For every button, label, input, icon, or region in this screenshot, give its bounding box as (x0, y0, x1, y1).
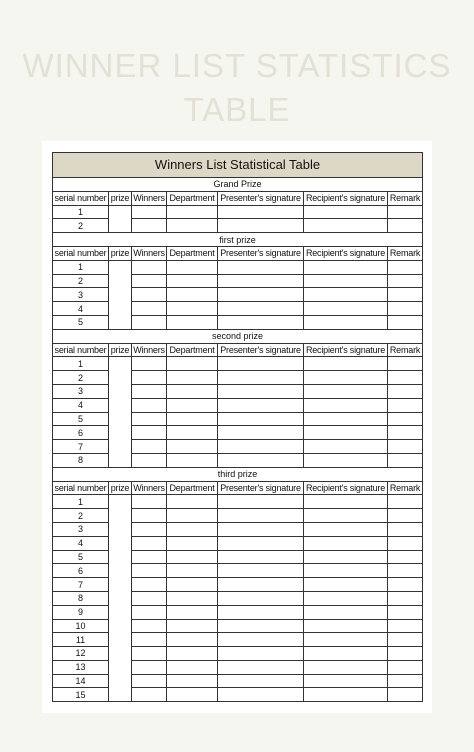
table-row (53, 605, 423, 619)
table-body (53, 153, 423, 702)
presenter-signature-cell[interactable] (218, 674, 304, 688)
presenter-signature-cell[interactable] (218, 426, 304, 440)
table-row (53, 550, 423, 564)
table-row (53, 302, 423, 316)
column-header-serial-number: serial number (53, 481, 109, 495)
serial-number-cell[interactable]: 6 (53, 564, 109, 578)
table-row (53, 205, 423, 219)
presenter-signature-cell[interactable] (218, 564, 304, 578)
column-header-department: Department (167, 343, 218, 357)
table-row (53, 315, 423, 329)
winners-cell[interactable] (132, 440, 167, 454)
column-header-winners: Winners (133, 482, 165, 493)
column-header-prize: prize (109, 481, 132, 495)
table-row (53, 288, 423, 302)
table-row (53, 536, 423, 550)
presenter-signature-cell[interactable] (218, 440, 304, 454)
remark-cell[interactable] (388, 453, 423, 467)
column-header-remark: Remark (388, 481, 423, 495)
department-cell[interactable] (167, 440, 218, 454)
winners-cell[interactable] (132, 578, 167, 592)
section-header-row (53, 233, 423, 247)
recipient-signature-cell[interactable] (304, 605, 388, 619)
remark-cell[interactable] (388, 398, 423, 412)
department-cell[interactable] (167, 495, 218, 509)
department-cell[interactable] (167, 426, 218, 440)
department-cell[interactable] (167, 605, 218, 619)
recipient-signature-cell[interactable] (304, 205, 388, 219)
winners-cell[interactable] (132, 564, 167, 578)
serial-number-cell[interactable]: 4 (53, 398, 109, 412)
remark-cell[interactable] (388, 633, 423, 647)
presenter-signature-cell[interactable] (218, 412, 304, 426)
section-header-row (53, 329, 423, 343)
presenter-signature-cell[interactable] (218, 688, 304, 702)
recipient-signature-cell[interactable] (304, 688, 388, 702)
serial-number-cell[interactable]: 5 (53, 550, 109, 564)
column-header-row (53, 481, 423, 495)
column-header-row (53, 246, 423, 260)
recipient-signature-cell[interactable] (304, 495, 388, 509)
serial-number-cell[interactable]: 14 (53, 674, 109, 688)
winners-cell[interactable] (132, 605, 167, 619)
serial-number-cell[interactable]: 1 (53, 495, 109, 509)
recipient-signature-cell[interactable] (304, 453, 388, 467)
serial-number-cell[interactable]: 3 (53, 288, 109, 302)
recipient-signature-cell[interactable] (304, 398, 388, 412)
winners-cell[interactable] (132, 426, 167, 440)
department-cell[interactable] (167, 591, 218, 605)
recipient-signature-cell[interactable] (304, 357, 388, 371)
remark-cell[interactable] (388, 578, 423, 592)
remark-cell[interactable] (388, 412, 423, 426)
column-header-recipient-s-signature: Recipient's signature (304, 246, 388, 260)
table-row (53, 688, 423, 702)
prize-cell[interactable] (109, 205, 132, 233)
column-header-recipient-s-signature: Recipient's signature (304, 481, 388, 495)
table-title: Winners List Statistical Table (53, 153, 423, 178)
department-cell[interactable] (167, 674, 218, 688)
department-cell[interactable] (167, 371, 218, 385)
presenter-signature-cell[interactable] (218, 633, 304, 647)
remark-cell[interactable] (388, 509, 423, 523)
column-header-winners: Winners (133, 248, 165, 259)
column-header-winners: Winners (133, 193, 165, 204)
winners-cell[interactable] (132, 647, 167, 661)
section-title: Grand Prize (53, 178, 423, 192)
section-title: third prize (53, 467, 423, 481)
table-row (53, 633, 423, 647)
table-row (53, 522, 423, 536)
remark-cell[interactable] (388, 219, 423, 233)
table-row (53, 660, 423, 674)
table-row (53, 509, 423, 523)
remark-cell[interactable] (388, 495, 423, 509)
column-header-department: Department (167, 191, 218, 205)
recipient-signature-cell[interactable] (304, 412, 388, 426)
winners-cell[interactable] (132, 536, 167, 550)
department-cell[interactable] (167, 647, 218, 661)
winners-cell[interactable] (132, 357, 167, 371)
column-header-prize: prize (109, 343, 132, 357)
section-header-row (53, 178, 423, 192)
recipient-signature-cell[interactable] (304, 619, 388, 633)
table-row (53, 412, 423, 426)
column-header-row (53, 343, 423, 357)
winners-cell[interactable] (132, 371, 167, 385)
remark-cell[interactable] (388, 357, 423, 371)
winners-cell[interactable] (132, 384, 167, 398)
spreadsheet-sheet (42, 141, 432, 713)
department-cell[interactable] (167, 288, 218, 302)
department-cell[interactable] (167, 398, 218, 412)
remark-cell[interactable] (388, 288, 423, 302)
remark-cell[interactable] (388, 302, 423, 316)
remark-cell[interactable] (388, 274, 423, 288)
column-header-prize: prize (109, 246, 132, 260)
presenter-signature-cell[interactable] (218, 509, 304, 523)
winners-cell[interactable] (132, 412, 167, 426)
remark-cell[interactable] (388, 384, 423, 398)
department-cell[interactable] (167, 412, 218, 426)
department-cell[interactable] (167, 619, 218, 633)
remark-cell[interactable] (388, 674, 423, 688)
winners-cell[interactable] (132, 219, 167, 233)
table-title-row (53, 153, 423, 178)
column-header-serial-number: serial number (53, 191, 109, 205)
section-title: second prize (53, 329, 423, 343)
department-cell[interactable] (167, 260, 218, 274)
column-header-serial-number: serial number (53, 343, 109, 357)
remark-cell[interactable] (388, 660, 423, 674)
remark-cell[interactable] (388, 536, 423, 550)
table-row (53, 260, 423, 274)
presenter-signature-cell[interactable] (218, 591, 304, 605)
serial-number-cell[interactable]: 13 (53, 660, 109, 674)
remark-cell[interactable] (388, 522, 423, 536)
prize-cell[interactable] (109, 357, 132, 467)
department-cell[interactable] (167, 688, 218, 702)
department-cell[interactable] (167, 453, 218, 467)
winners-cell[interactable] (132, 550, 167, 564)
department-cell[interactable] (167, 578, 218, 592)
department-cell[interactable] (167, 315, 218, 329)
recipient-signature-cell[interactable] (304, 674, 388, 688)
department-cell[interactable] (167, 660, 218, 674)
table-row (53, 453, 423, 467)
presenter-signature-cell[interactable] (218, 550, 304, 564)
table-row (53, 357, 423, 371)
recipient-signature-cell[interactable] (304, 536, 388, 550)
winners-cell[interactable] (132, 591, 167, 605)
table-row (53, 495, 423, 509)
page-title-line-2: TABLE (183, 91, 291, 128)
page-title (0, 44, 474, 132)
serial-number-cell[interactable]: 4 (53, 302, 109, 316)
recipient-signature-cell[interactable] (304, 578, 388, 592)
presenter-signature-cell[interactable] (218, 260, 304, 274)
serial-number-cell[interactable]: 5 (53, 412, 109, 426)
recipient-signature-cell[interactable] (304, 260, 388, 274)
serial-number-cell[interactable]: 10 (53, 619, 109, 633)
recipient-signature-cell[interactable] (304, 591, 388, 605)
remark-cell[interactable] (388, 371, 423, 385)
table-row (53, 578, 423, 592)
table-row (53, 398, 423, 412)
serial-number-cell[interactable]: 5 (53, 315, 109, 329)
recipient-signature-cell[interactable] (304, 522, 388, 536)
recipient-signature-cell[interactable] (304, 384, 388, 398)
presenter-signature-cell[interactable] (218, 495, 304, 509)
column-header-recipient-s-signature: Recipient's signature (304, 343, 388, 357)
presenter-signature-cell[interactable] (218, 219, 304, 233)
winners-cell[interactable] (132, 302, 167, 316)
presenter-signature-cell[interactable] (218, 384, 304, 398)
department-cell[interactable] (167, 550, 218, 564)
presenter-signature-cell[interactable] (218, 660, 304, 674)
table-row (53, 384, 423, 398)
table-row (53, 591, 423, 605)
serial-number-cell[interactable]: 4 (53, 536, 109, 550)
prize-cell[interactable] (109, 495, 132, 702)
table-row (53, 219, 423, 233)
remark-cell[interactable] (388, 550, 423, 564)
column-header-presenter-s-signature: Presenter's signature (218, 481, 304, 495)
remark-cell[interactable] (388, 564, 423, 578)
presenter-signature-cell[interactable] (218, 536, 304, 550)
serial-number-cell[interactable]: 8 (53, 591, 109, 605)
winners-cell[interactable] (132, 509, 167, 523)
remark-cell[interactable] (388, 260, 423, 274)
department-cell[interactable] (167, 274, 218, 288)
winners-cell[interactable] (132, 660, 167, 674)
serial-number-cell[interactable]: 9 (53, 605, 109, 619)
recipient-signature-cell[interactable] (304, 219, 388, 233)
column-header-remark: Remark (388, 343, 423, 357)
column-header-winners: Winners (133, 344, 165, 355)
presenter-signature-cell[interactable] (218, 605, 304, 619)
winners-cell[interactable] (132, 288, 167, 302)
table-row (53, 371, 423, 385)
table-row (53, 274, 423, 288)
winners-cell[interactable] (132, 315, 167, 329)
column-header-prize: prize (109, 191, 132, 205)
serial-number-cell[interactable]: 2 (53, 509, 109, 523)
serial-number-cell[interactable]: 3 (53, 522, 109, 536)
winners-cell[interactable] (132, 688, 167, 702)
serial-number-cell[interactable]: 1 (53, 205, 109, 219)
column-header-remark: Remark (388, 191, 423, 205)
recipient-signature-cell[interactable] (304, 288, 388, 302)
presenter-signature-cell[interactable] (218, 205, 304, 219)
presenter-signature-cell[interactable] (218, 357, 304, 371)
serial-number-cell[interactable]: 1 (53, 260, 109, 274)
presenter-signature-cell[interactable] (218, 398, 304, 412)
winners-cell[interactable] (132, 205, 167, 219)
remark-cell[interactable] (388, 647, 423, 661)
winners-cell[interactable] (132, 453, 167, 467)
winners-table (52, 152, 423, 702)
remark-cell[interactable] (388, 205, 423, 219)
serial-number-cell[interactable]: 2 (53, 219, 109, 233)
winners-cell[interactable] (132, 274, 167, 288)
serial-number-cell[interactable]: 7 (53, 578, 109, 592)
serial-number-cell[interactable]: 8 (53, 453, 109, 467)
presenter-signature-cell[interactable] (218, 315, 304, 329)
presenter-signature-cell[interactable] (218, 371, 304, 385)
department-cell[interactable] (167, 302, 218, 316)
recipient-signature-cell[interactable] (304, 647, 388, 661)
serial-number-cell[interactable]: 3 (53, 384, 109, 398)
recipient-signature-cell[interactable] (304, 315, 388, 329)
winners-cell[interactable] (132, 674, 167, 688)
department-cell[interactable] (167, 564, 218, 578)
presenter-signature-cell[interactable] (218, 453, 304, 467)
winners-cell[interactable] (132, 260, 167, 274)
department-cell[interactable] (167, 522, 218, 536)
department-cell[interactable] (167, 633, 218, 647)
winners-cell[interactable] (132, 398, 167, 412)
column-header-remark: Remark (388, 246, 423, 260)
table-row (53, 647, 423, 661)
recipient-signature-cell[interactable] (304, 274, 388, 288)
prize-cell[interactable] (109, 260, 132, 329)
serial-number-cell[interactable]: 6 (53, 426, 109, 440)
recipient-signature-cell[interactable] (304, 633, 388, 647)
table-wrapper (52, 152, 422, 702)
column-header-recipient-s-signature: Recipient's signature (304, 191, 388, 205)
remark-cell[interactable] (388, 440, 423, 454)
serial-number-cell[interactable]: 7 (53, 440, 109, 454)
winners-cell[interactable] (132, 633, 167, 647)
remark-cell[interactable] (388, 315, 423, 329)
department-cell[interactable] (167, 509, 218, 523)
recipient-signature-cell[interactable] (304, 550, 388, 564)
serial-number-cell[interactable]: 12 (53, 647, 109, 661)
column-header-serial-number: serial number (53, 246, 109, 260)
presenter-signature-cell[interactable] (218, 619, 304, 633)
column-header-presenter-s-signature: Presenter's signature (218, 343, 304, 357)
serial-number-cell[interactable]: 1 (53, 357, 109, 371)
department-cell[interactable] (167, 536, 218, 550)
recipient-signature-cell[interactable] (304, 371, 388, 385)
recipient-signature-cell[interactable] (304, 564, 388, 578)
table-row (53, 564, 423, 578)
recipient-signature-cell[interactable] (304, 440, 388, 454)
presenter-signature-cell[interactable] (218, 522, 304, 536)
department-cell[interactable] (167, 357, 218, 371)
winners-cell[interactable] (132, 619, 167, 633)
presenter-signature-cell[interactable] (218, 647, 304, 661)
column-header-department: Department (167, 481, 218, 495)
presenter-signature-cell[interactable] (218, 578, 304, 592)
recipient-signature-cell[interactable] (304, 660, 388, 674)
recipient-signature-cell[interactable] (304, 426, 388, 440)
remark-cell[interactable] (388, 688, 423, 702)
remark-cell[interactable] (388, 426, 423, 440)
presenter-signature-cell[interactable] (218, 288, 304, 302)
section-header-row (53, 467, 423, 481)
table-row (53, 674, 423, 688)
remark-cell[interactable] (388, 619, 423, 633)
table-row (53, 426, 423, 440)
winners-cell[interactable] (132, 522, 167, 536)
serial-number-cell[interactable]: 2 (53, 371, 109, 385)
page-title-line-1: WINNER LIST STATISTICS (22, 47, 452, 84)
presenter-signature-cell[interactable] (218, 302, 304, 316)
serial-number-cell[interactable]: 15 (53, 688, 109, 702)
table-row (53, 619, 423, 633)
serial-number-cell[interactable]: 11 (53, 633, 109, 647)
column-header-presenter-s-signature: Presenter's signature (218, 191, 304, 205)
table-row (53, 440, 423, 454)
department-cell[interactable] (167, 219, 218, 233)
recipient-signature-cell[interactable] (304, 302, 388, 316)
column-header-presenter-s-signature: Presenter's signature (218, 246, 304, 260)
serial-number-cell[interactable]: 2 (53, 274, 109, 288)
department-cell[interactable] (167, 384, 218, 398)
section-title: first prize (53, 233, 423, 247)
department-cell[interactable] (167, 205, 218, 219)
presenter-signature-cell[interactable] (218, 274, 304, 288)
column-header-department: Department (167, 246, 218, 260)
remark-cell[interactable] (388, 591, 423, 605)
remark-cell[interactable] (388, 605, 423, 619)
column-header-row (53, 191, 423, 205)
recipient-signature-cell[interactable] (304, 509, 388, 523)
winners-cell[interactable] (132, 495, 167, 509)
